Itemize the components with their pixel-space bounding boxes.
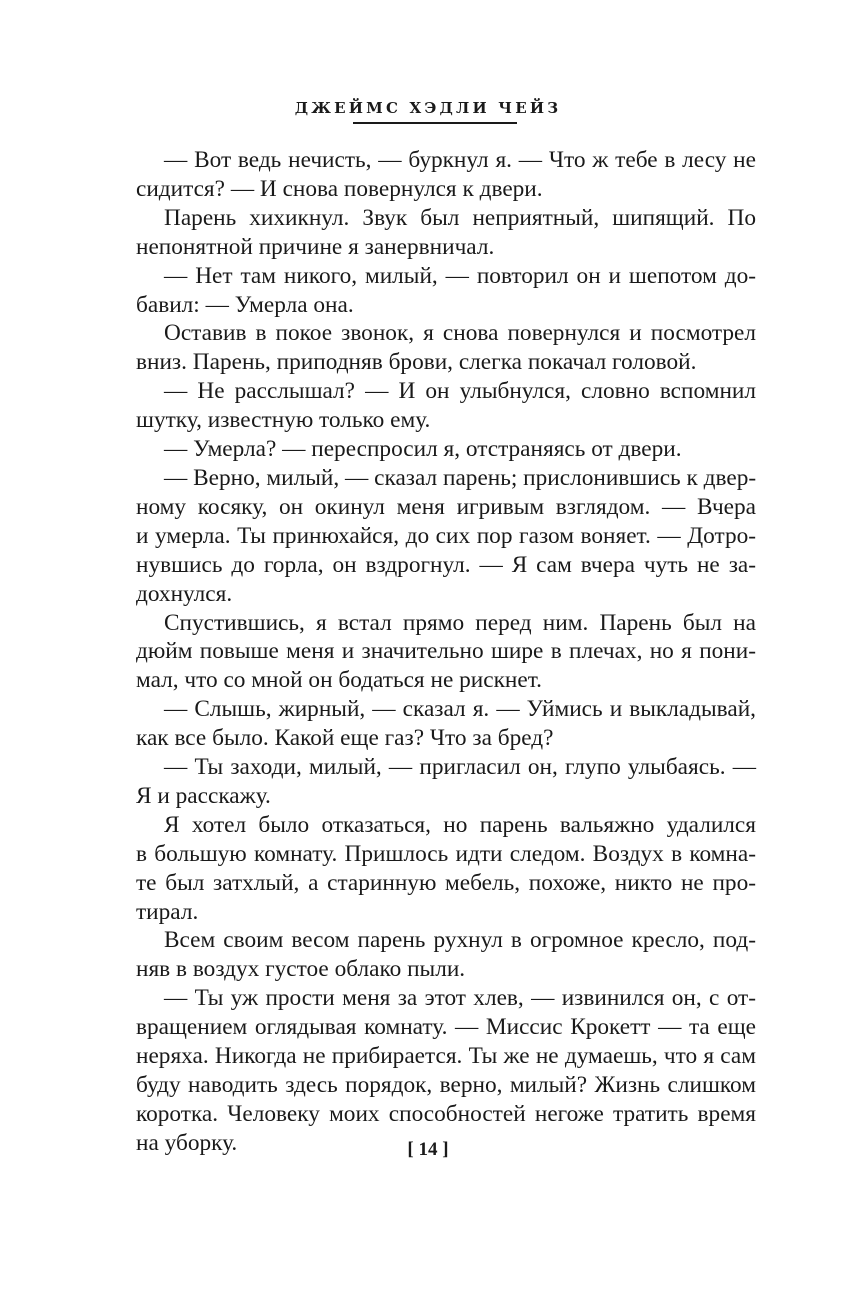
header-rule xyxy=(353,122,517,124)
text-line: — Не расслышал? — И он улыбнулся, словно вспомнил xyxy=(164,378,756,405)
text-line: — Ты заходи, милый, — пригласил он, глупо улыбаясь. — xyxy=(164,754,756,781)
running-header xyxy=(0,98,856,124)
text-line: сидится? — И снова повернулся к двери. xyxy=(136,175,543,202)
running-title: ДЖЕЙМС ХЭДЛИ ЧЕЙЗ xyxy=(294,99,562,117)
text-line: Парень хихикнул. Звук был неприятный, шипящий. По xyxy=(164,204,756,231)
text-line: — Умерла? — переспросил я, отстраняясь от двери. xyxy=(164,436,682,463)
text-line: вниз. Парень, приподняв брови, слегка покачал головой. xyxy=(136,349,697,376)
text-line: неряха. Никогда не прибирается. Ты же не думаешь, что я сам xyxy=(136,1043,756,1070)
text-line: няв в воздух густое облако пыли. xyxy=(136,956,466,983)
text-line: нувшись до горла, он вздрогнул. — Я сам вчера чуть не за- xyxy=(136,551,756,578)
text-line: — Нет там никого, милый, — повторил он и шепотом до- xyxy=(164,262,756,289)
body-text xyxy=(136,146,756,1158)
text-line: буду наводить здесь порядок, верно, милый? Жизнь слишком xyxy=(136,1072,756,1098)
text-line: те был затхлый, а старинную мебель, похоже, никто не про- xyxy=(136,869,756,896)
page-number: [ 14 ] xyxy=(407,1139,449,1160)
text-line: тирал. xyxy=(136,898,199,925)
text-line: — Слышь, жирный, — сказал я. — Уймись и выкладывай, xyxy=(164,696,756,723)
text-line: Я и расскажу. xyxy=(136,782,271,809)
text-line: в большую комнату. Пришлось идти следом. Воздух в комна- xyxy=(136,840,756,867)
text-line: — Вот ведь нечисть, — буркнул я. — Что ж тебе в лесу не xyxy=(164,147,756,173)
text-line: непонятной причине я занервничал. xyxy=(136,233,495,260)
text-line: — Ты уж прости меня за этот хлев, — извинился он, с от- xyxy=(164,985,756,1012)
text-line: — Верно, милый, — сказал парень; прислонившись к двер- xyxy=(164,464,757,491)
text-line: на уборку. xyxy=(136,1129,238,1156)
text-line: Всем своим весом парень рухнул в огромное кресло, под- xyxy=(164,927,756,954)
text-line: ному косяку, он окинул меня игривым взглядом. — Вчера xyxy=(136,493,756,520)
text-line: Спустившись, я встал прямо перед ним. Парень был на xyxy=(164,609,756,636)
text-line: шутку, известную только ему. xyxy=(136,407,431,434)
text-line: бавил: — Умерла она. xyxy=(136,291,354,318)
text-line: Я хотел было отказаться, но парень вальяжно удалился xyxy=(164,811,756,838)
text-line: дюйм повыше меня и значительно шире в плечах, но я пони- xyxy=(136,638,756,665)
text-line: Оставив в покое звонок, я снова повернулся и посмотрел xyxy=(164,320,756,347)
text-line: дохнулся. xyxy=(136,580,233,607)
text-line: вращением оглядывая комнату. — Миссис Крокетт — та еще xyxy=(136,1014,756,1041)
text-line: как все было. Какой еще газ? Что за бред? xyxy=(136,725,554,752)
text-line: коротка. Человеку моих способностей негоже тратить время xyxy=(136,1100,756,1127)
text-line: и умерла. Ты принюхайся, до сих пор газом воняет. — Дотро- xyxy=(136,522,756,549)
text-line: мал, что со мной он бодаться не рискнет. xyxy=(136,667,542,694)
